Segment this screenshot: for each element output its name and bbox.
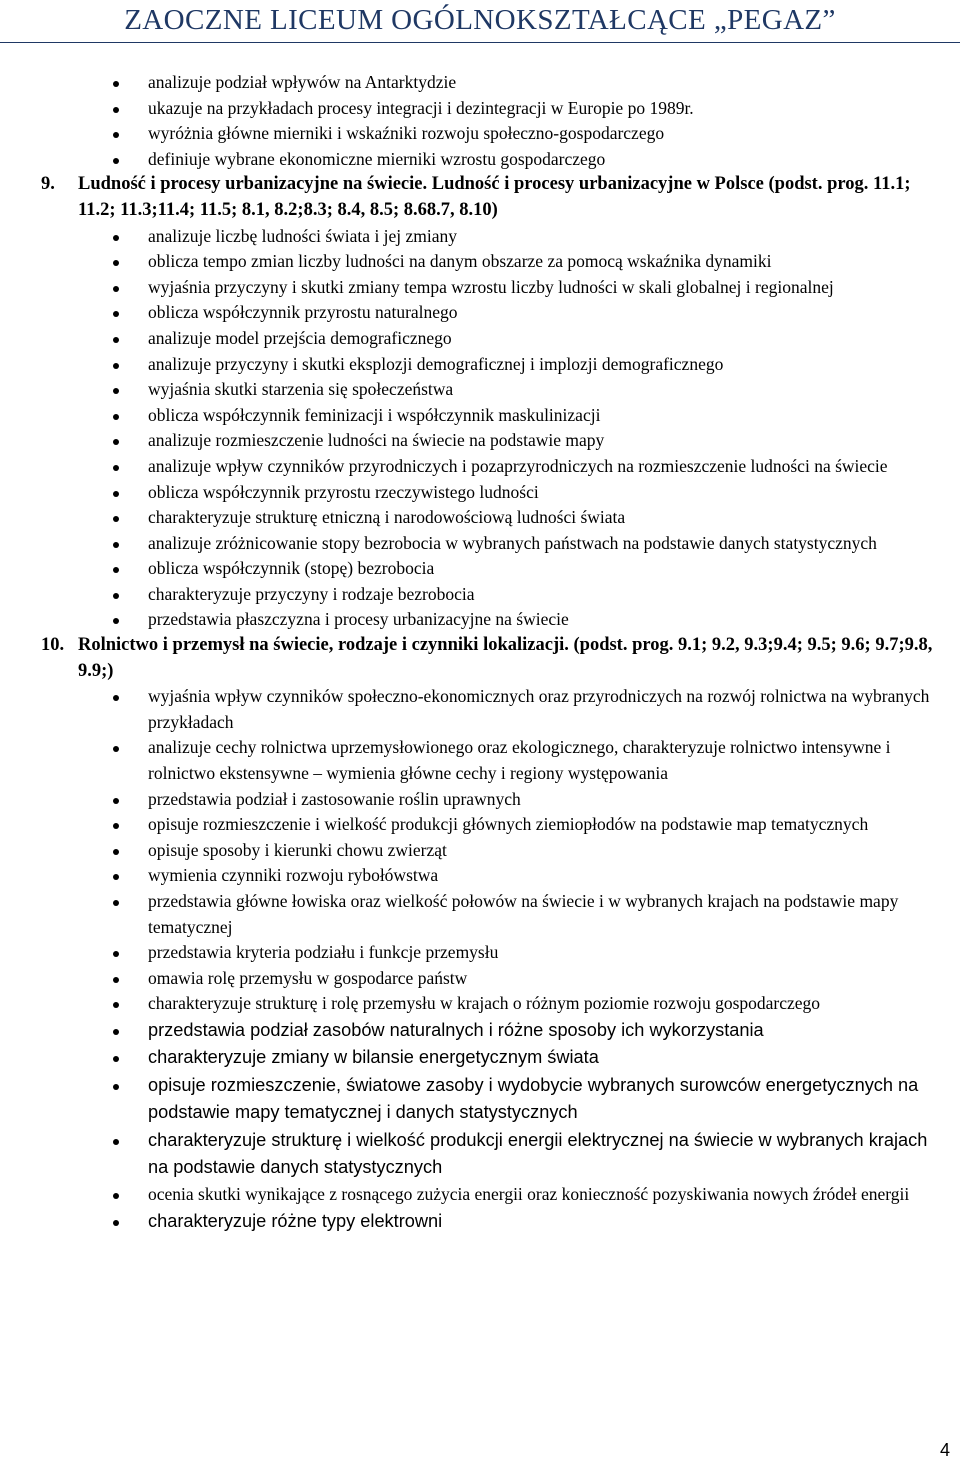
bullet-icon (113, 439, 119, 445)
section-9-number: 9. (41, 174, 55, 195)
list-item (0, 991, 960, 1017)
list-item-text: charakteryzuje strukturę etniczną i narodowościową ludności świata (148, 507, 626, 528)
bullet-icon (113, 1193, 119, 1199)
list-item-text: wymienia czynniki rozwoju rybołówstwa (148, 865, 439, 886)
list-item-text: wyróżnia główne mierniki i wskaźniki rozwoju społeczno-gospodarczego (148, 123, 665, 144)
list-item-text: analizuje rozmieszczenie ludności na świecie na podstawie mapy (148, 430, 605, 451)
bullet-icon (113, 746, 119, 752)
bullet-icon (113, 107, 119, 113)
bullet-icon (113, 900, 119, 906)
list-item (0, 863, 960, 889)
bullet-icon (113, 977, 119, 983)
list-item (0, 70, 960, 96)
bullet-icon (113, 414, 119, 420)
bullet-icon (113, 1220, 119, 1226)
list-item (0, 121, 960, 147)
header-title: ZAOCZNE LICEUM OGÓLNOKSZTAŁCĄCE „PEGAZ” (124, 4, 836, 36)
list-item-text: opisuje rozmieszczenie, światowe zasoby i wydobycie wybranych surowców energetycznych na podstawie mapy tematycznej i danych statystycznych (148, 1074, 919, 1123)
section-9-title: Ludność i procesy urbanizacyjne na świecie. Ludność i procesy urbanizacyjne w Polsce (podst. prog. 11.1; 11.2; 11.3;11.4; 11.5; 8.1, 8.2;8.3; 8.4, 8.5; 8.68.7, 8.10) (78, 174, 911, 220)
list-item (0, 889, 960, 940)
bullet-icon (113, 1029, 119, 1035)
list-item (0, 96, 960, 122)
page-header (0, 0, 960, 44)
list-item-text: charakteryzuje różne typy elektrowni (148, 1210, 443, 1231)
list-item (0, 275, 960, 301)
list-item (0, 582, 960, 608)
list-item-text: oblicza współczynnik przyrostu naturalnego (148, 302, 458, 323)
list-item-text: analizuje cechy rolnictwa uprzemysłowionego oraz ekologicznego, charakteryzuje rolnictwo intensywne i rolnictwo ekstensywne – wymienia główne cechy i regiony występowania (148, 737, 891, 784)
list-item (0, 1182, 960, 1208)
section-10-number: 10. (41, 635, 65, 656)
bullet-icon (113, 798, 119, 804)
section-10-heading (0, 633, 960, 684)
list-item-text: ukazuje na przykładach procesy integracji i dezintegracji w Europie po 1989r. (148, 97, 694, 118)
list-item (0, 940, 960, 966)
list-item-text: oblicza współczynnik przyrostu rzeczywistego ludności (148, 481, 539, 502)
top-bullet-list (0, 70, 960, 172)
list-item (0, 428, 960, 454)
list-item (0, 1072, 960, 1127)
bullet-icon (113, 695, 119, 701)
header-divider (0, 42, 960, 43)
list-item-text: omawia rolę przemysłu w gospodarce państw (148, 967, 468, 988)
bullet-icon (113, 618, 119, 624)
list-item (0, 556, 960, 582)
list-item (0, 684, 960, 735)
bullet-icon (113, 1002, 119, 1008)
bullet-icon (113, 593, 119, 599)
list-item-text: definiuje wybrane ekonomiczne mierniki wzrostu gospodarczego (148, 148, 606, 169)
bullet-icon (113, 363, 119, 369)
list-item (0, 1208, 960, 1236)
list-item (0, 224, 960, 250)
bullet-icon (113, 823, 119, 829)
list-item (0, 1017, 960, 1045)
bullet-icon (113, 311, 119, 317)
bullet-icon (113, 567, 119, 573)
list-item (0, 735, 960, 786)
list-item-text: analizuje podział wpływów na Antarktydzie (148, 72, 457, 92)
list-item-text: przedstawia płaszczyzna i procesy urbanizacyjne na świecie (148, 609, 569, 630)
list-item-text: opisuje sposoby i kierunki chowu zwierząt (148, 839, 447, 860)
list-item-text: przedstawia kryteria podziału i funkcje przemysłu (148, 942, 499, 963)
bullet-icon (113, 542, 119, 548)
list-item (0, 480, 960, 506)
list-item (0, 1044, 960, 1072)
section-9-list (0, 224, 960, 634)
section-10-list-sans (0, 1017, 960, 1182)
bullet-icon (113, 951, 119, 957)
section-10-list (0, 684, 960, 1017)
list-item-text: charakteryzuje zmiany w bilansie energetycznym świata (148, 1047, 599, 1068)
list-item (0, 838, 960, 864)
list-item (0, 377, 960, 403)
list-item-text: wyjaśnia skutki starzenia się społeczeństwa (148, 379, 454, 400)
bullet-icon (113, 1139, 119, 1145)
list-item (0, 403, 960, 429)
list-item (0, 505, 960, 531)
bullet-icon (113, 158, 119, 164)
section-9-heading (0, 172, 960, 223)
list-item-text: charakteryzuje przyczyny i rodzaje bezrobocia (148, 583, 475, 604)
list-item-text: analizuje przyczyny i skutki eksplozji demograficznej i implozji demograficznego (148, 353, 724, 374)
list-item (0, 607, 960, 633)
list-item (0, 531, 960, 557)
section-10-title: Rolnictwo i przemysł na świecie, rodzaje i czynniki lokalizacji. (podst. prog. 9.1; 9.2, 9.3;9.4; 9.5; 9.6; 9.7;9.8, 9.9;) (78, 635, 933, 681)
list-item-text: oblicza współczynnik feminizacji i współczynnik maskulinizacji (148, 404, 601, 425)
list-item (0, 300, 960, 326)
list-item-text: opisuje rozmieszczenie i wielkość produkcji głównych ziemiopłodów na podstawie map tematycznych (148, 814, 869, 835)
section-10-list-tail (0, 1182, 960, 1208)
page-number: 4 (939, 1440, 950, 1460)
bullet-icon (113, 465, 119, 471)
list-item-text: przedstawia podział i zastosowanie roślin uprawnych (148, 788, 521, 809)
bullet-icon (113, 1056, 119, 1062)
list-item (0, 326, 960, 352)
list-item-text: charakteryzuje strukturę i wielkość produkcji energii elektrycznej na świecie w wybranych krajach na podstawie danych statystycznych (148, 1129, 928, 1178)
list-item (0, 787, 960, 813)
bullet-icon (113, 132, 119, 138)
bullet-icon (113, 286, 119, 292)
bullet-icon (113, 81, 119, 87)
list-item-text: analizuje zróżnicowanie stopy bezrobocia w wybranych państwach na podstawie danych statystycznych (148, 532, 877, 553)
list-item-text: wyjaśnia wpływ czynników społeczno-ekonomicznych oraz przyrodniczych na rozwój rolnictwa na wybranych przykładach (148, 686, 930, 732)
section-10-list-last (0, 1208, 960, 1236)
list-item-text: analizuje wpływ czynników przyrodniczych i pozaprzyrodniczych na rozmieszczenie ludności na świecie (148, 455, 888, 476)
list-item-text: oblicza współczynnik (stopę) bezrobocia (148, 558, 435, 579)
bullet-icon (113, 516, 119, 522)
bullet-icon (113, 235, 119, 241)
bullet-icon (113, 337, 119, 343)
list-item (0, 966, 960, 992)
bullet-icon (113, 491, 119, 497)
list-item (0, 1127, 960, 1182)
list-item-text: analizuje liczbę ludności świata i jej zmiany (148, 225, 458, 246)
list-item-text: analizuje model przejścia demograficznego (148, 327, 452, 348)
list-item-text: oblicza tempo zmian liczby ludności na danym obszarze za pomocą wskaźnika dynamiki (148, 251, 772, 272)
bullet-icon (113, 849, 119, 855)
document-content (0, 70, 960, 1235)
list-item-text: ocenia skutki wynikające z rosnącego zużycia energii oraz konieczność pozyskiwania nowych źródeł energii (148, 1183, 910, 1204)
bullet-icon (113, 874, 119, 880)
list-item-text: przedstawia podział zasobów naturalnych i różne sposoby ich wykorzystania (148, 1019, 764, 1040)
bullet-icon (113, 260, 119, 266)
list-item-text: charakteryzuje strukturę i rolę przemysłu w krajach o różnym poziomie rozwoju gospodarczego (148, 993, 821, 1014)
list-item (0, 249, 960, 275)
list-item-text: przedstawia główne łowiska oraz wielkość połowów na świecie i w wybranych krajach na podstawie mapy tematycznej (148, 891, 899, 937)
list-item (0, 454, 960, 480)
list-item (0, 147, 960, 173)
list-item (0, 352, 960, 378)
list-item (0, 812, 960, 838)
bullet-icon (113, 388, 119, 394)
bullet-icon (113, 1084, 119, 1090)
list-item-text: wyjaśnia przyczyny i skutki zmiany tempa wzrostu liczby ludności w skali globalnej i regionalnej (148, 276, 834, 297)
